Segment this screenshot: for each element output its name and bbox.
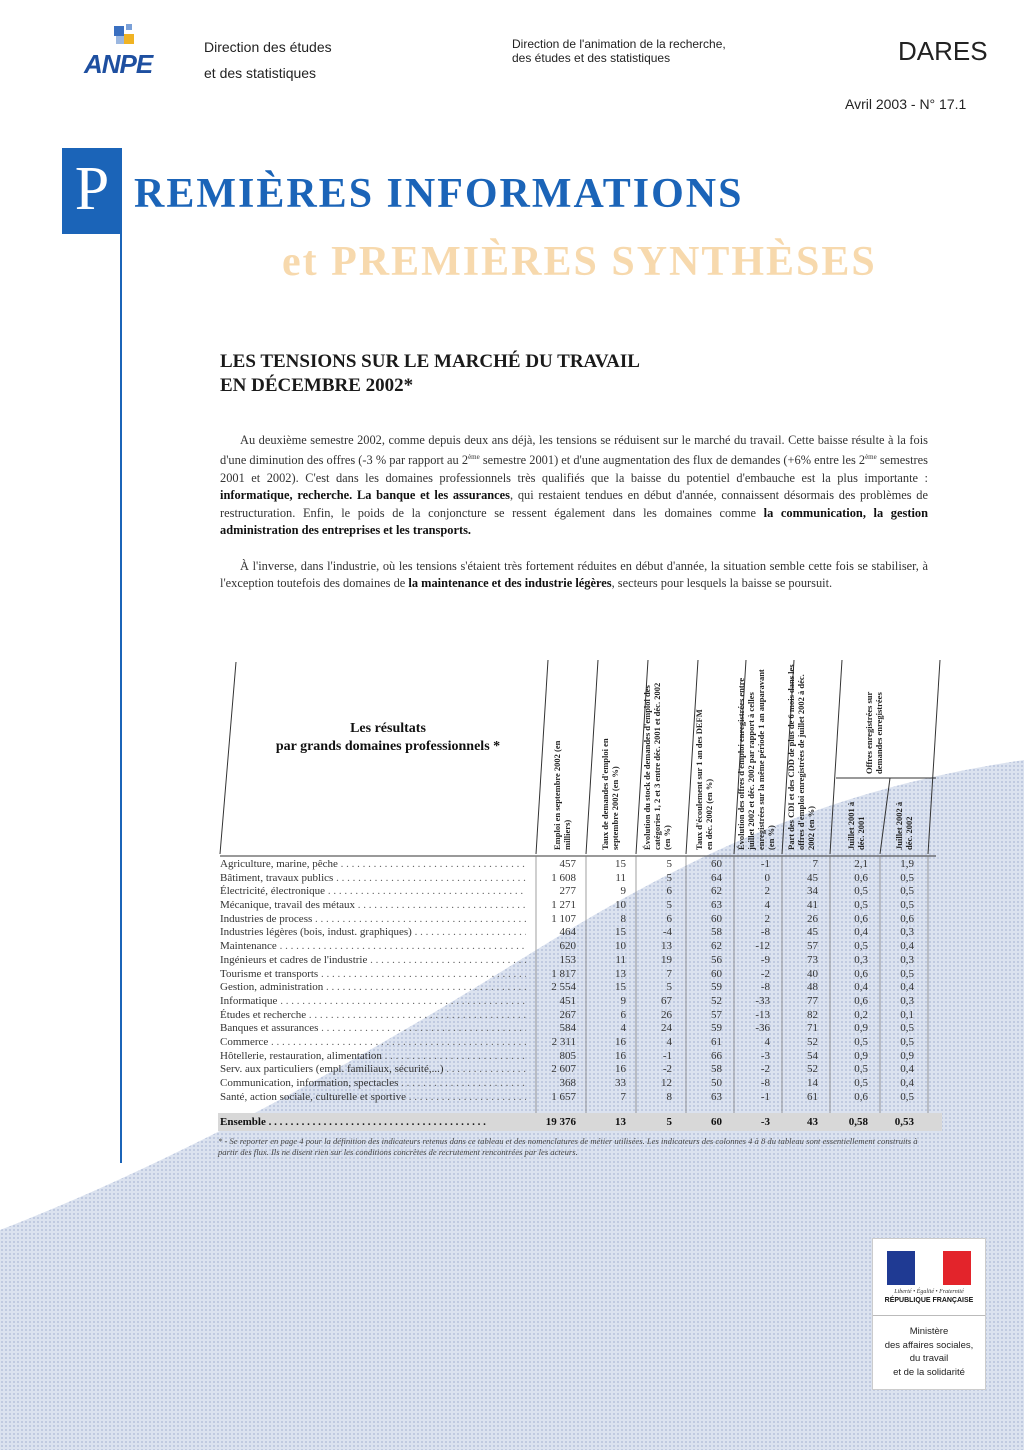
table-cell: 0,4 xyxy=(900,1063,914,1076)
total-cell: 43 xyxy=(807,1116,818,1128)
p1-text-a: Au deuxième semestre 2002, comme depuis deux ans déjà, les tensions se réduisent sur le marché du travail. Cette baisse résulte à la fois d'une diminution des offres (-3 % par rapport au 2 xyxy=(220,433,928,468)
table-cell: 0,5 xyxy=(854,885,868,898)
table-cell: 2 607 xyxy=(551,1063,576,1076)
row-label: Banques et assurances . . . xyxy=(220,1022,526,1036)
table-cell: 13 xyxy=(661,940,672,953)
p1-text-c: semestres 2001 et 2002). C'est dans les domaines professionnels très qualifiés que la baisse du potentiel d'embauche est la plus importante : xyxy=(220,453,929,485)
table-cell: 60 xyxy=(711,858,722,870)
table-cell: 26 xyxy=(807,912,818,925)
table-cell: 73 xyxy=(807,953,818,966)
p1-bold-1: informatique, recherche. La banque et les assurances xyxy=(220,488,511,503)
table-cell: 11 xyxy=(615,953,626,966)
intro-paragraph-1 xyxy=(220,432,928,540)
table-cell: 82 xyxy=(807,1008,818,1021)
table-cell: -4 xyxy=(662,926,672,939)
row-label: Santé, action sociale, culturelle et sportive . . . xyxy=(220,1091,526,1105)
table-row xyxy=(218,1077,942,1091)
table-row xyxy=(218,872,942,886)
table-cell: 0,5 xyxy=(854,940,868,953)
table-cell: 6 xyxy=(620,1008,626,1021)
p1-sup-1: ème xyxy=(468,453,480,462)
table-row xyxy=(218,954,942,968)
table-cell: 40 xyxy=(807,967,818,980)
table-cell: 0,5 xyxy=(900,1022,914,1035)
ministry-name-line4: et de la solidarité xyxy=(893,1366,965,1378)
table-cell: 60 xyxy=(711,967,722,980)
row-label: Études et recherche . . . xyxy=(220,1009,526,1023)
table-cell: 5 xyxy=(666,899,672,912)
table-cell: 805 xyxy=(559,1049,576,1062)
table-row xyxy=(218,968,942,982)
table-row xyxy=(218,1091,942,1105)
republic-motto: Liberté • Égalité • Fraternité xyxy=(894,1289,964,1295)
table-row xyxy=(218,1036,942,1050)
table-cell: 15 xyxy=(615,926,626,939)
table-cell: 5 xyxy=(666,871,672,884)
column-header-5: Évolution des offres d'emploi enregistrées entre juillet 2002 et déc. 2002 par rapport à celles enregistrées sur la même période 1 an auparavant (en %) xyxy=(736,669,776,850)
table-cell: -2 xyxy=(760,967,770,980)
table-cell: 1 271 xyxy=(551,899,576,912)
table-cell: 4 xyxy=(666,1035,672,1048)
column-header-3: Évolution du stock de demandes d'emploi des catégories 1, 2 et 3 entre déc. 2001 et déc. 2002 (en %) xyxy=(642,682,672,850)
table-body xyxy=(218,858,942,1104)
table-cell: 59 xyxy=(711,1022,722,1035)
total-cell: 60 xyxy=(711,1116,722,1128)
table-cell: 0,1 xyxy=(900,1008,914,1021)
table-cell: 13 xyxy=(615,967,626,980)
masthead-initial-box xyxy=(62,148,122,234)
table-cell: 67 xyxy=(661,994,672,1007)
direction-etudes-line2: et des statistiques xyxy=(204,65,317,81)
table-cell: 1 107 xyxy=(551,912,576,925)
table-cell: 71 xyxy=(807,1022,818,1035)
table-cell: -8 xyxy=(760,1077,770,1089)
direction-etudes xyxy=(204,34,332,86)
table-cell: 0,5 xyxy=(900,899,914,912)
table-cell: 58 xyxy=(711,926,722,939)
table-cell: 12 xyxy=(661,1077,672,1089)
p2-text-a: À l'inverse, dans l'industrie, où les tensions s'étaient très fortement réduites en début d'année, la situation semble cette fois se stabiliser, à l'exception toutefois des domaines de xyxy=(220,559,928,591)
row-label: Communication, information, spectacles . . . xyxy=(220,1077,526,1091)
table-cell: 4 xyxy=(764,1035,770,1048)
table-cell: 24 xyxy=(661,1022,672,1035)
table-cell: 5 xyxy=(666,981,672,994)
table-cell: 451 xyxy=(559,994,576,1007)
article-title-line1: LES TENSIONS SUR LE MARCHÉ DU TRAVAIL xyxy=(220,351,640,372)
table-cell: 2 554 xyxy=(551,981,576,994)
p2-bold: la maintenance et des industrie légères xyxy=(408,576,612,591)
table-cell: 10 xyxy=(615,940,626,953)
table-cell: 584 xyxy=(559,1022,576,1035)
table-caption-line1: Les résultats xyxy=(350,721,426,736)
table-cell: 277 xyxy=(559,885,576,898)
table-cell: 1 608 xyxy=(551,871,576,884)
table-cell: -9 xyxy=(760,953,770,966)
row-label: Ingénieurs et cadres de l'industrie . . . xyxy=(220,954,526,968)
table-row xyxy=(218,981,942,995)
anpe-logo xyxy=(80,22,172,82)
row-label: Électricité, électronique . . . xyxy=(220,885,526,899)
table-cell: -12 xyxy=(755,940,770,953)
issue-number: Avril 2003 - N° 17.1 xyxy=(845,96,967,112)
table-cell: 7 xyxy=(620,1090,626,1103)
column-header-group: Offres enregistrées sur demandes enregistrées xyxy=(864,691,884,774)
table-cell: 56 xyxy=(711,953,722,966)
total-cell: 5 xyxy=(666,1116,672,1128)
column-header-1: Emploi en septembre 2002 (en milliers) xyxy=(552,740,572,850)
table-cell: 0,4 xyxy=(900,940,914,953)
table-cell: 52 xyxy=(807,1063,818,1076)
table-cell: 62 xyxy=(711,940,722,953)
table-cell: 0,3 xyxy=(900,953,914,966)
table-cell: 63 xyxy=(711,1090,722,1103)
table-cell: 50 xyxy=(711,1077,722,1089)
total-cell: -3 xyxy=(760,1116,770,1128)
table-cell: 2 311 xyxy=(551,1035,576,1048)
row-label: Agriculture, marine, pêche . . . xyxy=(220,858,526,872)
table-cell: 61 xyxy=(807,1090,818,1103)
table-cell: 57 xyxy=(711,1008,722,1021)
row-label: Bâtiment, travaux publics . . . xyxy=(220,872,526,886)
table-cell: 153 xyxy=(559,953,576,966)
total-cell: 19 376 xyxy=(545,1116,576,1128)
table-cell: 2 xyxy=(764,912,770,925)
masthead-initial: P xyxy=(74,155,110,223)
table-cell: 64 xyxy=(711,871,722,884)
table-cell: 58 xyxy=(711,1063,722,1076)
table-cell: 16 xyxy=(615,1063,626,1076)
table-cell: 16 xyxy=(615,1049,626,1062)
table-cell: 620 xyxy=(559,940,576,953)
table-cell: -1 xyxy=(760,1090,770,1103)
table-cell: 52 xyxy=(711,994,722,1007)
table-cell: 0,6 xyxy=(854,967,868,980)
table-row xyxy=(218,1063,942,1077)
row-label: Hôtellerie, restauration, alimentation . . . xyxy=(220,1050,526,1064)
table-cell: -1 xyxy=(760,858,770,870)
table-cell: 45 xyxy=(807,926,818,939)
table-row xyxy=(218,858,942,872)
table-cell: 0,9 xyxy=(900,1049,914,1062)
ministry-name-line1: Ministère xyxy=(909,1326,949,1337)
table-cell: 1 817 xyxy=(551,967,576,980)
table-row xyxy=(218,1050,942,1064)
direction-animation xyxy=(512,37,726,65)
table-cell: 77 xyxy=(807,994,818,1007)
table-cell: 0,4 xyxy=(900,981,914,994)
table-cell: 0,5 xyxy=(900,967,914,980)
table-cell: 457 xyxy=(559,858,576,870)
column-header-2: Taux de demandes d'emploi en septembre 2002 (en %) xyxy=(600,738,620,850)
table-cell: 14 xyxy=(807,1077,818,1089)
table-cell: 41 xyxy=(807,899,818,912)
table-row xyxy=(218,940,942,954)
table-cell: 52 xyxy=(807,1035,818,1048)
table-cell: 2,1 xyxy=(854,858,868,870)
column-header-7: Juillet 2001 à déc. 2001 xyxy=(846,801,866,850)
row-label: Mécanique, travail des métaux . . . xyxy=(220,899,526,913)
ministry-name-line3: du travail xyxy=(909,1353,949,1364)
column-header-6: Part des CDI et des CDD de plus de 6 mois dans les offres d'emploi enregistrées de juillet 2002 à déc. 2002 (en %) xyxy=(786,664,816,850)
direction-animation-line2: des études et des statistiques xyxy=(512,51,671,65)
anpe-wordmark: ANPE xyxy=(84,49,153,79)
table-cell: 4 xyxy=(764,899,770,912)
table-cell: -33 xyxy=(755,994,770,1007)
article-title-line2: EN DÉCEMBRE 2002* xyxy=(220,375,414,396)
table-cell: 61 xyxy=(711,1035,722,1048)
table-cell: 0,5 xyxy=(900,885,914,898)
table-cell: 8 xyxy=(666,1090,672,1103)
table-caption xyxy=(238,720,538,756)
dares-label: DARES xyxy=(898,36,988,66)
row-label: Gestion, administration . . . xyxy=(220,981,526,995)
table-cell: -1 xyxy=(662,1049,672,1062)
table-cell: 0,6 xyxy=(854,912,868,925)
table-cell: 0,5 xyxy=(900,1090,914,1103)
direction-animation-line1: Direction de l'animation de la recherche, xyxy=(512,37,726,51)
table-cell: 62 xyxy=(711,885,722,898)
total-cell: 0,53 xyxy=(894,1116,914,1128)
total-cell: 13 xyxy=(615,1116,626,1128)
table-cell: 11 xyxy=(615,871,626,884)
table-cell: 8 xyxy=(620,912,626,925)
table-cell: 57 xyxy=(807,940,818,953)
table-cell: 63 xyxy=(711,899,722,912)
french-flag-icon xyxy=(887,1251,971,1285)
article-title xyxy=(220,350,780,398)
table-cell: 0,5 xyxy=(854,1035,868,1048)
table-cell: 0,6 xyxy=(854,871,868,884)
p1-text-d: , qui restaient tendues en début d'année, connaissent désormais des problèmes de restructuration. Enfin, le poids de la conjoncture se ressent également dans les domaines comme xyxy=(220,488,928,520)
table-row xyxy=(218,1022,942,1036)
table-row xyxy=(218,885,942,899)
row-label: Industries de process . . . xyxy=(220,913,526,927)
p1-text-b: semestre 2001) et d'une augmentation des flux de demandes (+6% entre les 2 xyxy=(479,453,866,468)
table-cell: 6 xyxy=(666,885,672,898)
table-row xyxy=(218,913,942,927)
table-cell: 0,6 xyxy=(854,1090,868,1103)
table-footnote: * - Se reporter en page 4 pour la définition des indicateurs retenus dans ce tableau et des nomenclatures de métier utilisées. Les indicateurs des colonnes 4 à 8 du tableau sont essentiellement construits à partir des flux. Ils ne disent rien sur les conditions concrètes de recrutement rencontrées par les acteurs. xyxy=(218,1136,918,1157)
row-label: Maintenance . . . xyxy=(220,940,526,954)
table-cell: 0,2 xyxy=(854,1008,868,1021)
table-cell: 1,9 xyxy=(900,858,914,870)
table-cell: 0,6 xyxy=(900,912,914,925)
table-cell: 0,9 xyxy=(854,1049,868,1062)
table-cell: 54 xyxy=(807,1049,818,1062)
masthead-title-line1: REMIÈRES INFORMATIONS xyxy=(134,171,744,217)
table-cell: 0 xyxy=(764,871,770,884)
table-cell: 5 xyxy=(666,858,672,870)
vertical-rule xyxy=(120,148,122,1163)
ministry-name xyxy=(877,1325,981,1379)
table-cell: 0,6 xyxy=(854,994,868,1007)
table-cell: 0,5 xyxy=(854,1063,868,1076)
column-header-4: Taux d'écoulement sur 1 an des DEFM en déc. 2002 (en %) xyxy=(694,709,714,850)
direction-etudes-line1: Direction des études xyxy=(204,39,332,55)
row-label: Tourisme et transports . . . xyxy=(220,968,526,982)
table-cell: 19 xyxy=(661,953,672,966)
row-label: Industries légères (bois, indust. graphiques) . . . xyxy=(220,926,526,940)
table-cell: 45 xyxy=(807,871,818,884)
masthead-title-line2: et PREMIÈRES SYNTHÈSES xyxy=(282,239,877,285)
table-cell: 267 xyxy=(559,1008,576,1021)
table-cell: 0,5 xyxy=(854,899,868,912)
table-cell: 66 xyxy=(711,1049,722,1062)
table-cell: 4 xyxy=(620,1022,626,1035)
table-cell: -13 xyxy=(755,1008,770,1021)
table-cell: 7 xyxy=(666,967,672,980)
p1-bold-2: la communication, la gestion administration des entreprises et les transports. xyxy=(220,505,928,538)
row-label: Informatique . . . xyxy=(220,995,526,1009)
total-cell: 0,58 xyxy=(848,1116,868,1128)
table-cell: 48 xyxy=(807,981,818,994)
table-cell: -3 xyxy=(760,1049,770,1062)
table-cell: 6 xyxy=(666,912,672,925)
table-cell: 16 xyxy=(615,1035,626,1048)
table-cell: 0,9 xyxy=(854,1022,868,1035)
table-cell: 15 xyxy=(615,858,626,870)
row-label: Serv. aux particuliers (empl. familiaux, sécurité,...) . . . xyxy=(220,1063,526,1077)
table-row xyxy=(218,1009,942,1023)
ministry-logo xyxy=(872,1238,986,1390)
table-cell: 7 xyxy=(812,858,818,870)
table-row xyxy=(218,995,942,1009)
table-cell: 2 xyxy=(764,885,770,898)
results-table xyxy=(218,658,942,1157)
p1-sup-2: ème xyxy=(865,453,877,462)
table-cell: 0,5 xyxy=(900,1035,914,1048)
table-cell: 0,4 xyxy=(854,926,868,939)
table-cell: 368 xyxy=(559,1077,576,1089)
table-total-row xyxy=(218,1113,942,1131)
table-cell: 34 xyxy=(807,885,818,898)
p2-text-b: , secteurs pour lesquels la baisse se poursuit. xyxy=(611,576,833,591)
table-cell: 10 xyxy=(615,899,626,912)
table-cell: 464 xyxy=(559,926,576,939)
table-cell: -8 xyxy=(760,981,770,994)
table-cell: 26 xyxy=(661,1008,672,1021)
table-cell: 0,3 xyxy=(900,994,914,1007)
table-caption-line2: par grands domaines professionnels * xyxy=(275,739,501,754)
table-cell: 33 xyxy=(615,1077,626,1089)
table-cell: -36 xyxy=(755,1022,770,1035)
row-label: Commerce . . . xyxy=(220,1036,526,1050)
table-row xyxy=(218,926,942,940)
table-cell: -2 xyxy=(662,1063,672,1076)
table-cell: -8 xyxy=(760,926,770,939)
table-cell: 9 xyxy=(620,885,626,898)
table-cell: 0,3 xyxy=(854,953,868,966)
total-label: Ensemble . . . xyxy=(220,1113,526,1131)
table-cell: 15 xyxy=(615,981,626,994)
table-cell: 0,5 xyxy=(900,871,914,884)
republic-name: RÉPUBLIQUE FRANÇAISE xyxy=(884,1297,974,1304)
table-row xyxy=(218,899,942,913)
ministry-name-line2: des affaires sociales, xyxy=(884,1339,974,1351)
table-cell: 0,4 xyxy=(854,981,868,994)
table-cell: 1 657 xyxy=(551,1090,576,1103)
table-cell: 0,3 xyxy=(900,926,914,939)
column-header-8: Juillet 2002 à déc. 2002 xyxy=(894,801,914,850)
table-cell: 59 xyxy=(711,981,722,994)
intro-paragraph-2 xyxy=(220,558,928,593)
table-cell: 60 xyxy=(711,912,722,925)
table-cell: 0,5 xyxy=(854,1077,868,1089)
table-cell: -2 xyxy=(760,1063,770,1076)
table-cell: 0,4 xyxy=(900,1077,914,1089)
table-cell: 9 xyxy=(620,994,626,1007)
